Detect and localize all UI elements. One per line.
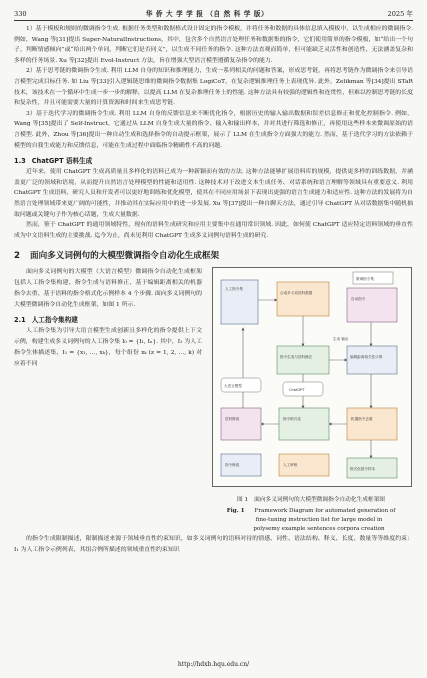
framework-diagram — [212, 267, 412, 487]
paragraph-manual-instruction-set: 人工指令集为引导大语言模型生成创新且多样化的指令提供上下文示例，构建生成多义词例句的人工指令集 I₀ = {I₁, Iₙ}. 其中，I₁ 为人工指令生体描述集，I₁ = {x₁, …, xₖ}，每个组份 xₖ (z = 1, 2, …, k) 对应着不同 — [14, 328, 202, 367]
box-label: 自动指令 — [351, 297, 366, 302]
year: 2025 年 — [387, 10, 413, 18]
box-chatgpt — [283, 382, 323, 396]
figure-caption-cn — [209, 494, 413, 503]
box-label: 人工指令集 — [225, 287, 243, 292]
figure-label: 图 1 — [237, 497, 249, 504]
box-label: 机器指令去重 — [351, 417, 373, 422]
box-finetune-set — [353, 272, 393, 284]
box-dedup — [347, 408, 397, 440]
box-label: 编辑距离相关性计算 — [350, 355, 383, 360]
subsection-title: ChatGPT 语料生成 — [31, 157, 93, 166]
paragraph-template-method: 1）基于模板和规则的微调指令生成. 根据任务类型和数据格式设计固定的指令模板，并将任务和数据的具体信息填入模板中，以生成相应的微调指令. 例如，Wang 等[31]提出 Super-NaturalInstructions，其中，包含多个自然语言处理任务和数据集的指令，它们使用简单的指令模板，如“给出一个句子，判断情感倾向”或“给出两个单词，判断它们是否同义”，以生成不同任务的指令. 这种方法直观而简单，但可能缺乏灵活性和创造性，无法涵盖复杂和多样的任务场景. Xu 等[32]提出 Evol-Instruct 方法，旨在增强大型语言模型遵循复杂指令的能力. — [14, 26, 413, 64]
box-label: 人工审核 — [283, 463, 298, 468]
running-head — [14, 8, 413, 21]
box-human-review — [279, 454, 329, 476]
two-column-block — [14, 267, 413, 534]
box-instruction-edit — [221, 454, 261, 476]
box-edit-distance — [347, 346, 397, 374]
box-label: 合成多义词语料数据 — [280, 291, 313, 296]
figure-caption-en-line-3: polysemy example sentences corpora creation — [253, 526, 385, 533]
box-label: 指令格式化 — [283, 417, 301, 422]
figure-label-en: Fig. 1 — [226, 508, 245, 515]
box-label: ChatGPT — [289, 388, 305, 393]
page-number: 330 — [14, 10, 27, 18]
box-synthetic-corpus — [277, 282, 329, 316]
box-label: 生成 输出 — [333, 337, 349, 342]
box-label: 格式化指令样本 — [350, 467, 376, 472]
subsection-number: 2.1 — [14, 316, 26, 325]
box-corpus-edit — [221, 408, 261, 440]
framework-diagram-svg — [213, 268, 411, 486]
figure-1 — [209, 267, 413, 534]
left-column — [14, 267, 202, 534]
subsection-title: 人工指令集构建 — [31, 316, 78, 325]
box-formatted-samples — [347, 458, 397, 478]
journal-title: 华 侨 大 学 学 报 （自 然 科 学 版） — [145, 10, 269, 18]
subsection-heading-1-3 — [14, 155, 413, 165]
box-llm — [221, 378, 261, 392]
box-manual-instruction-set — [221, 280, 258, 324]
section-heading-2 — [14, 249, 413, 261]
box-label: 微调指令集 — [356, 277, 374, 282]
box-generation-correction — [277, 346, 329, 374]
box-label: 指令修改 — [225, 463, 240, 468]
subsection-number: 1.3 — [14, 157, 26, 166]
figure-caption-en-line-2: fine-tuning instruction list for large model in — [255, 517, 383, 524]
figure-caption-en-line-1: Framework Diagram for automated generation of — [254, 508, 396, 515]
paragraph-chatgpt-limitation: 然而，鉴于 ChatGPT 的通用领域特性，现有的语料生成研究和应用主要集中在通用常识领域. 因此，如何使 ChatGPT 适应特定语料领域的垂直性成为中文语料生成的主要挑战. 迄今为止，尚未见利用 ChatGPT 生成多义词例句语料生成的研究. — [14, 222, 413, 239]
paragraph-iterative-learning: 3）基于迭代学习的微调指令生成. 利用 LLM 自身的反馈信息来不断优化指令，根据历史的输入输出数据和误差信息修正和优化控制指令. 例如，Wang 等[35]提出了 Self-Instruct，它通过从 LLM 自身生成大量的指令、输入和输出样本，并对其进行筛选和修正，再使用这些样本来微调原始的语言模型. 此外，Zhou 等[36]提出一种自动生成和选择指令的自动提示框架，展示了 LLM 在生成指令方面强大的能力. 然而，基于迭代学习的方法依赖于模型的自我生成能力和反馈信息，可能在生成过程中面临指令精确性不高的问题. — [14, 110, 413, 149]
page — [14, 8, 413, 555]
paragraph-constraint-description: 的指令生成限制描述，限制描述来源于领域垂直性约束知识，如多义词例句的语料对待的情感、词性、语法结构、释义、长度、数量等等维度约束：I₁ 为人工指令示例列表，其组合例所描述的领域重直性约束知识 — [14, 536, 413, 553]
section-title: 面向多义词例句的大模型微调指令自动化生成框架 — [29, 251, 220, 262]
box-auto-instruction — [347, 288, 397, 322]
box-format — [279, 408, 329, 440]
figure-caption-text: 面向多义词例句的大模型微调指令自动化生成框架图 — [254, 497, 385, 504]
section-number: 2 — [14, 251, 20, 262]
box-label: 语料修改 — [225, 417, 240, 422]
paragraph-chain-of-thought: 2）基于思考链的微调指令生成. 利用 LLM 自身的知识和推理能力，生成一系列相关的问题和答案，形成思考链，再将思考链作为微调指令来引导语言模型完成目标任务. 如 Liu 等[33]引入逻辑链思维的微调指令数据集 LogiCoT，在复杂逻辑推理任务上表现优异. 此外，Zelikman 等[34]提出 STaR 技术，该技术在一个循环中生成一步一步的解释，以提高 LLM 在复杂推理任务上的性能. 这种方法具有较强的逻辑性和连贯性，但难以控制思考链的长度和复杂性，并且可能需要大量的计算资源和时间来生成思考链. — [14, 68, 413, 107]
box-generate-output — [333, 336, 349, 341]
figure-caption-en — [209, 507, 413, 534]
box-label: 指令生成与语料修正 — [280, 355, 313, 360]
journal-url: http://hdxb.hqu.edu.cn/ — [177, 661, 250, 668]
box-label: 大语言模型 — [224, 384, 242, 389]
paragraph-framework-intro: 面向多义词例句的大模型（大语言模型）微调指令自动化生成框架包括人工指令集构建、指令生成与语料修正、基于编辑距离相关的机器指令去重、基于语料的指令格式化示例样本 4 个步骤. 面向多义词例句的大模型微调指令自动化生成框架，如图 1 所示. — [14, 269, 202, 308]
paragraph-chatgpt-corpus: 近年来，使用 ChatGPT 生成高质量且多样化的语料已成为一种新颖而有效的方法. 这种方法能够扩展语料库的规模，提供更多样的训练数据，并涵盖更广泛的领域和语境，从而提升自然语言处理模型的性能和适用性. 这种技术对于改进文本生成任务、对话系统和语言理解等领域具有重要意义. 利用 ChatGPT 生成语料，研究人员和开发者可以更好地训练和优化模型，使其在不同应用场景下表现出更强的语言生成能力和适应性. 这种方法的发展将为自然语言处理领域带来更广阔的可能性，并推动其在实际应用中的进一步发展. Xu 等[37]提出一种自聊天方法，通过引导 ChatGPT 从对话数据集中随机抽取问题或关键句子作为核心话题，生成大量数据. — [14, 169, 413, 218]
subsection-heading-2-1 — [14, 314, 202, 324]
